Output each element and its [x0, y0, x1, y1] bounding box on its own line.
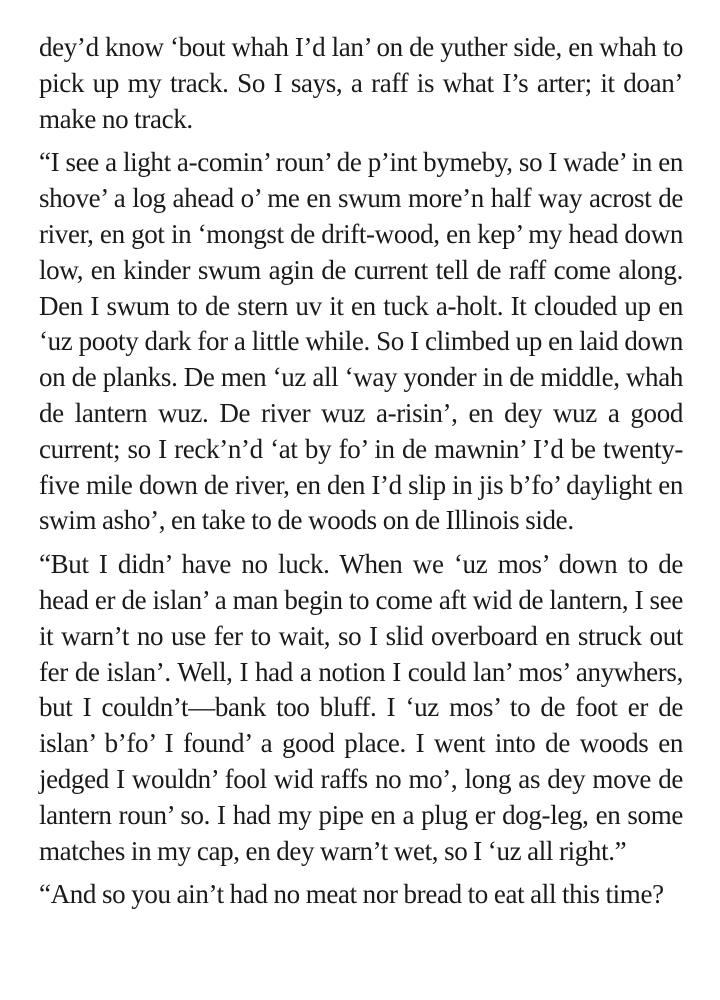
paragraph-3: “But I didn’ have no luck. When we ‘uz mos’ down to de head er de islan’ a man begin to come aft wid de lantern, I see it warn’t no use fer to wait, so I slid overboard en struck out fer de islan’. Well, I had a notion I could lan’ mos’ anywhers, but I couldn’t—bank too bluff. I ‘uz mos’ to de foot er de islan’ b’fo’ I found’ a good place. I went into de woods en jedged I wouldn’ fool wid raffs no mo’, long as dey move de lantern roun’ so. I had my pipe en a plug er dog-leg, en some matches in my cap, en dey warn’t wet, so I ‘uz all right.” [39, 549, 683, 866]
paragraph-1: dey’d know ‘bout whah I’d lan’ on de yuther side, en whah to pick up my track. So I says, a raff is what I’s arter; it doan’ make no track. [39, 32, 683, 134]
paragraph-4: “And so you ain’t had no meat nor bread to eat all this time? [39, 879, 664, 910]
paragraph-2: “I see a light a-comin’ roun’ de p’int bymeby, so I wade’ in en shove’ a log ahead o’ me en swum more’n half way acrost de river, en got in ‘mongst de drift-wood, en kep’ my head down low, en kinder swum agin de current tell de raff come along. Den I swum to de stern uv it en tuck a-holt. It clouded up en ‘uz pooty dark for a little while. So I climbed up en laid down on de planks. De men ‘uz all ‘way yonder in de middle, whah de lantern wuz. De river wuz a-risin’, en dey wuz a good current; so I reck’n’d ‘at by fo’ in de mawnin’ I’d be twenty-five mile down de river, en den I’d slip in jis b’fo’ daylight en swim asho’, en take to de woods on de Illinois side. [39, 147, 683, 536]
book-page [39, 30, 683, 913]
